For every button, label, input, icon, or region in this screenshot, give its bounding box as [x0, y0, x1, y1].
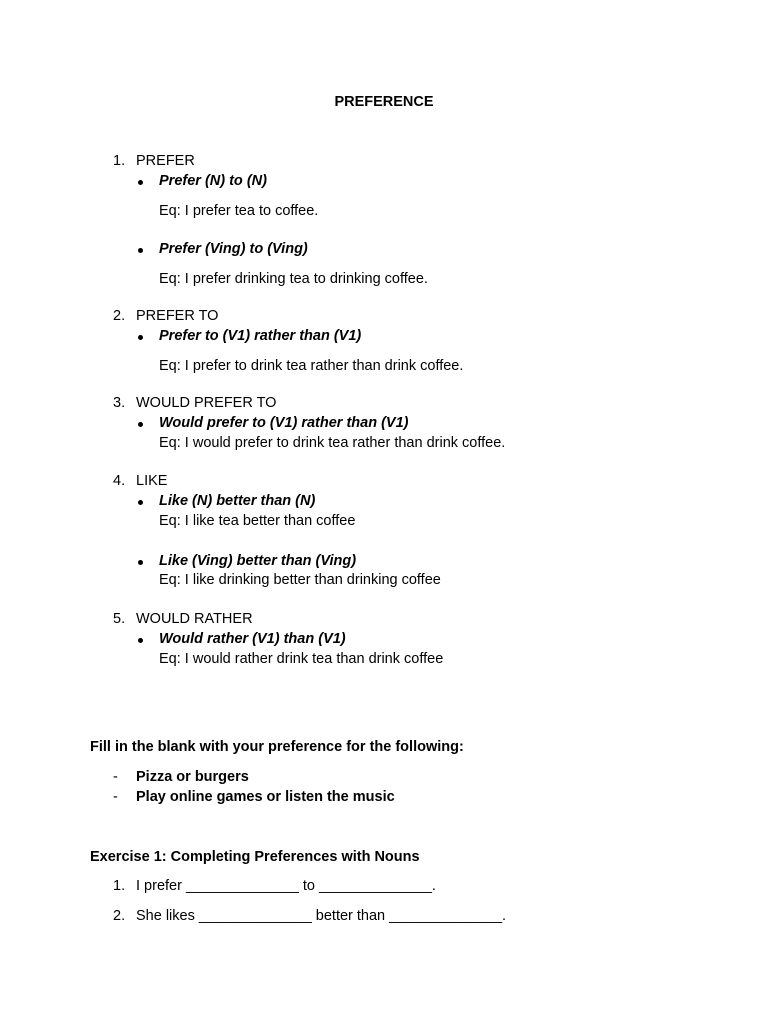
example-text: Eq: I would rather drink tea than drink coffee — [159, 651, 444, 667]
section-heading: PREFER TO — [136, 308, 219, 324]
rule-text: Would rather (V1) than (V1) — [159, 631, 346, 647]
bullet-icon — [138, 500, 143, 505]
section-heading: WOULD RATHER — [136, 611, 253, 627]
rule-text: Like (N) better than (N) — [159, 493, 316, 509]
section-number: 5. — [113, 611, 126, 627]
bullet-icon — [138, 248, 143, 253]
rule-text: Prefer to (V1) rather than (V1) — [159, 328, 362, 344]
section-number: 1. — [113, 153, 126, 169]
exercise-item-text: She likes ______________ better than ______________. — [136, 908, 507, 924]
section-number: 2. — [113, 308, 126, 324]
bullet-icon — [138, 422, 143, 427]
fill-in-item: Pizza or burgers — [136, 769, 249, 785]
rule-text: Like (Ving) better than (Ving) — [159, 553, 357, 569]
section-number: 4. — [113, 473, 126, 489]
exercise-item-number: 2. — [113, 908, 126, 924]
fill-in-heading: Fill in the blank with your preference for the following: — [90, 739, 464, 755]
rule-text: Prefer (N) to (N) — [159, 173, 267, 189]
example-text: Eq: I like drinking better than drinking coffee — [159, 572, 441, 588]
exercise-heading: Exercise 1: Completing Preferences with Nouns — [90, 849, 420, 865]
example-text: Eq: I like tea better than coffee — [159, 513, 356, 529]
bullet-icon — [138, 560, 143, 565]
bullet-icon — [138, 638, 143, 643]
section-heading: LIKE — [136, 473, 168, 489]
section-number: 3. — [113, 395, 126, 411]
rule-text: Prefer (Ving) to (Ving) — [159, 241, 308, 257]
example-text: Eq: I prefer tea to coffee. — [159, 203, 319, 219]
dash-marker: - — [113, 769, 118, 785]
exercise-item-text: I prefer ______________ to ______________. — [136, 878, 436, 894]
section-heading: PREFER — [136, 153, 195, 169]
bullet-icon — [138, 180, 143, 185]
rule-text: Would prefer to (V1) rather than (V1) — [159, 415, 409, 431]
example-text: Eq: I prefer to drink tea rather than drink coffee. — [159, 358, 464, 374]
exercise-item-number: 1. — [113, 878, 126, 894]
page-title: PREFERENCE — [334, 94, 434, 110]
fill-in-item: Play online games or listen the music — [136, 789, 395, 805]
example-text: Eq: I prefer drinking tea to drinking coffee. — [159, 271, 428, 287]
dash-marker: - — [113, 789, 118, 805]
example-text: Eq: I would prefer to drink tea rather than drink coffee. — [159, 435, 506, 451]
bullet-icon — [138, 335, 143, 340]
section-heading: WOULD PREFER TO — [136, 395, 277, 411]
